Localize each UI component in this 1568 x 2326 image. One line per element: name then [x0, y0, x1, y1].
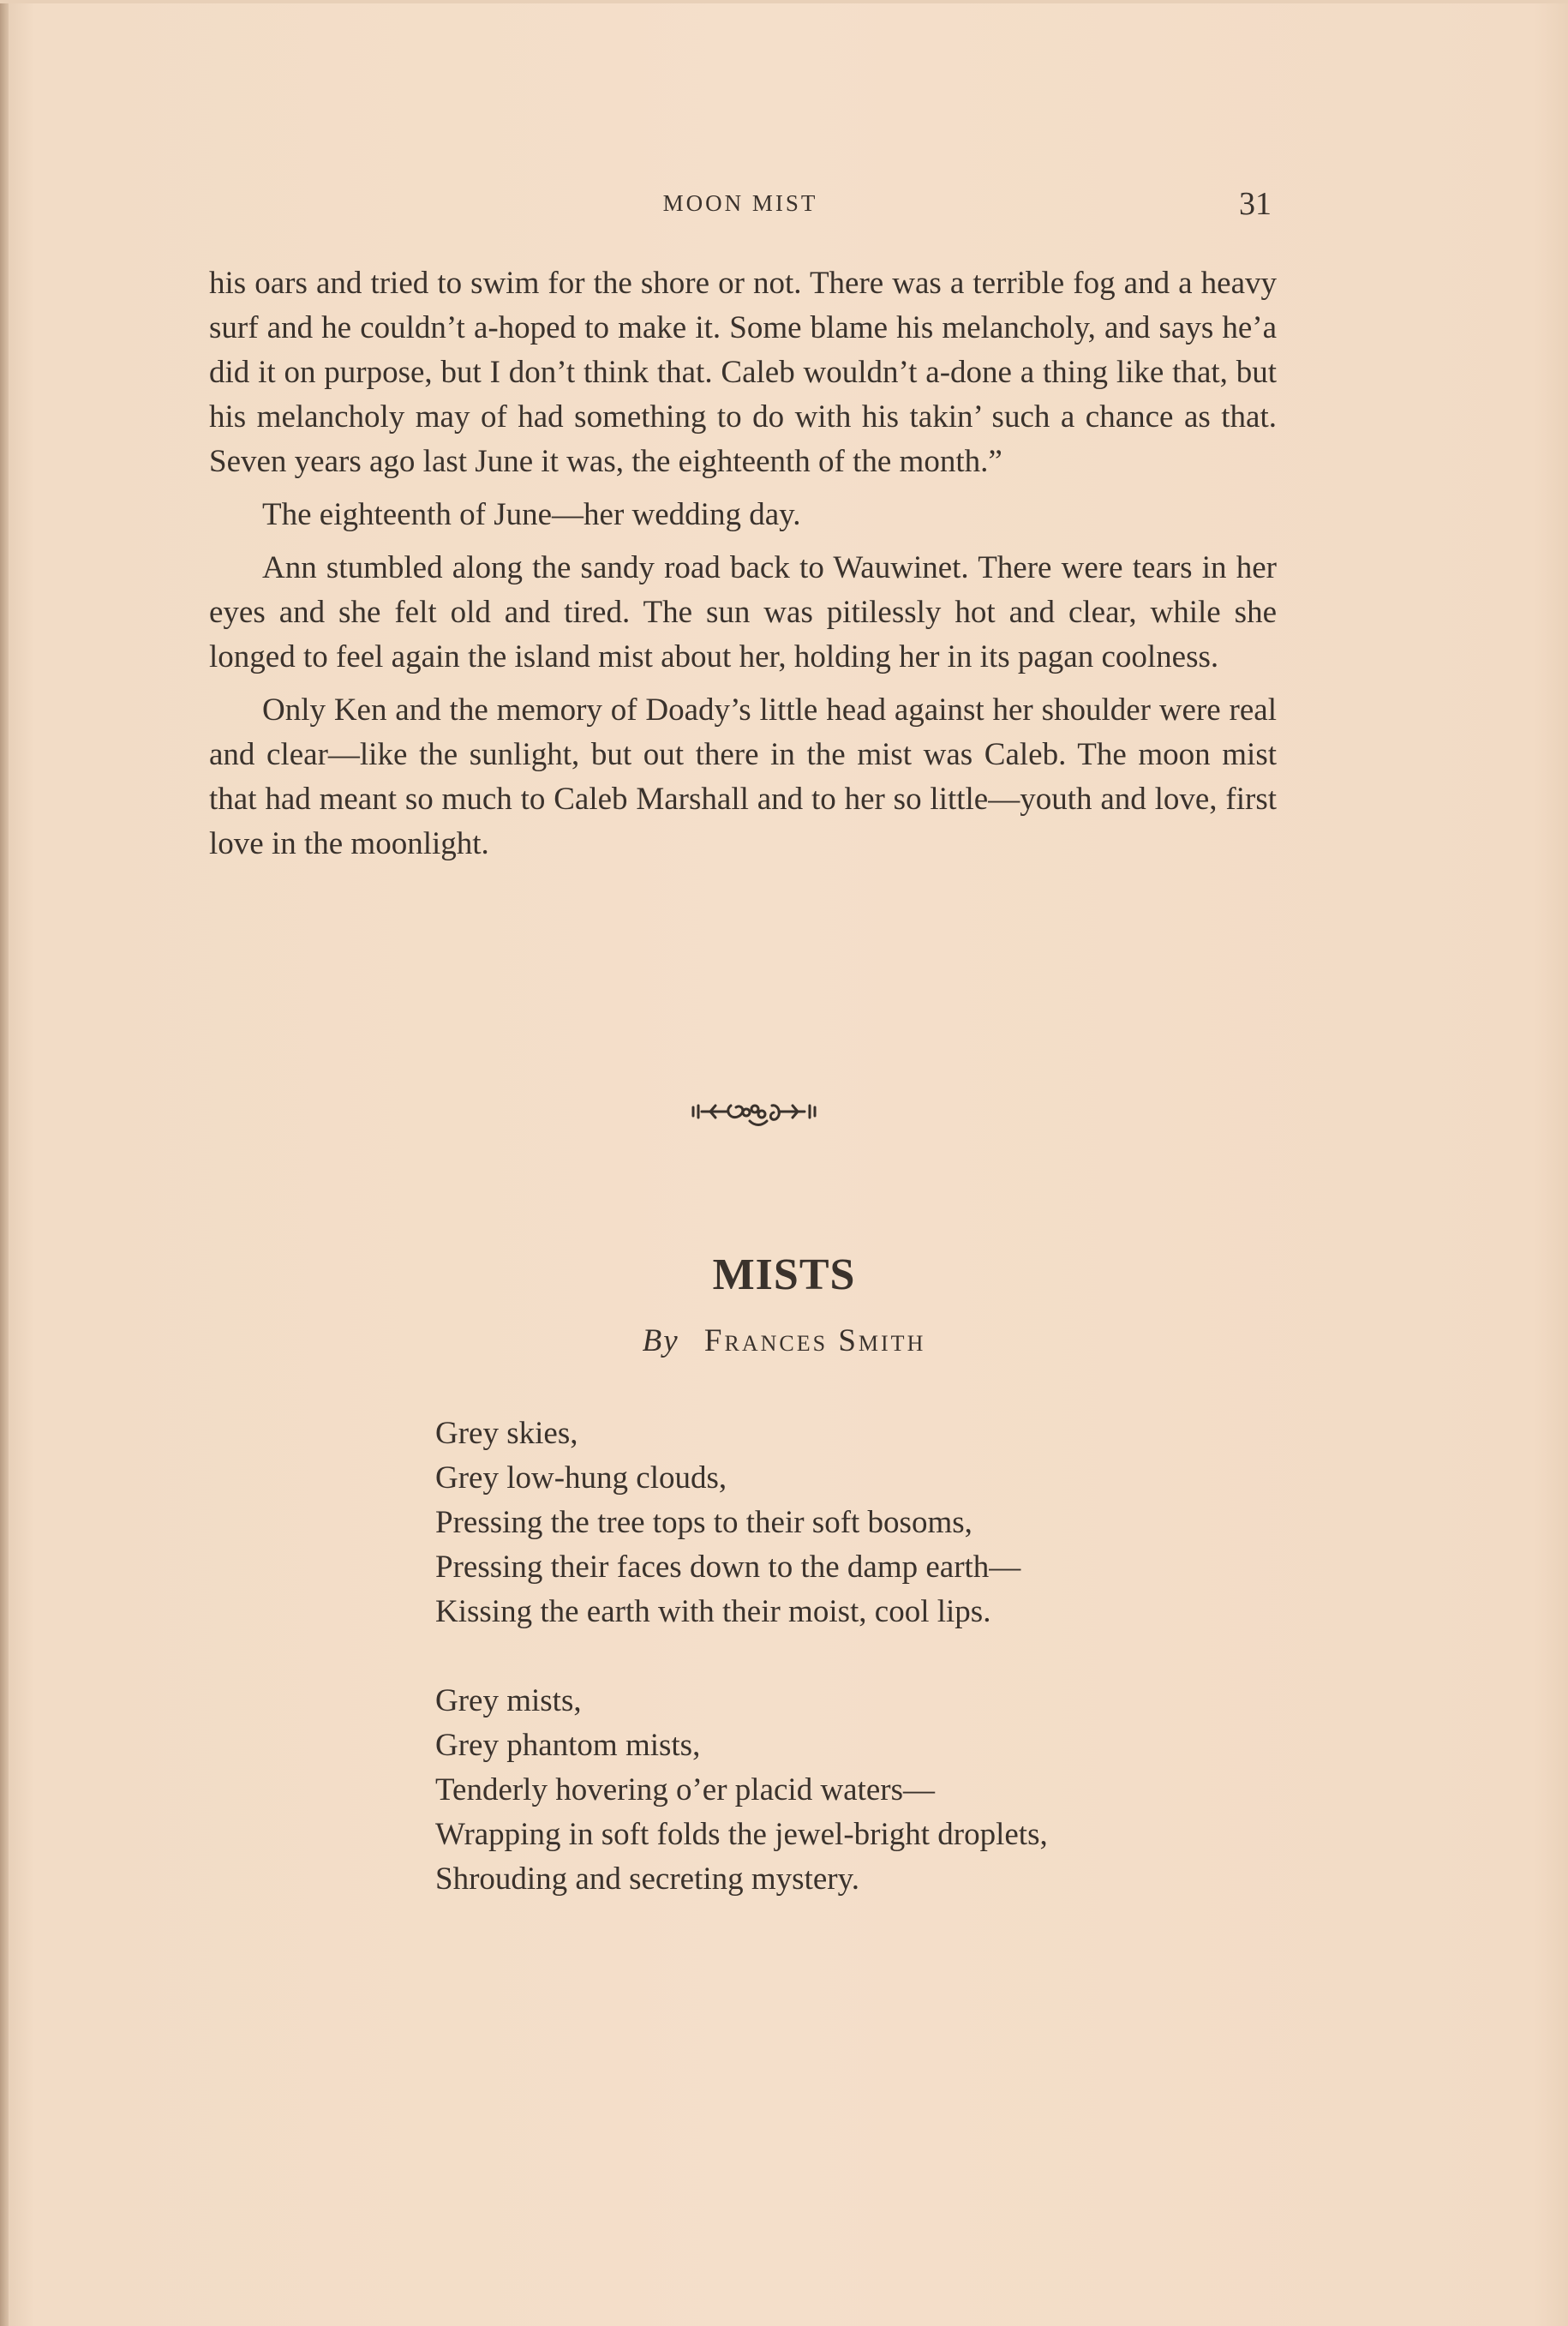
- running-head: [209, 185, 1272, 222]
- poem-line: Grey low-hung clouds,: [435, 1460, 727, 1496]
- paragraph: his oars and tried to swim for the shore or not. There was a terrible fog and a heavy surf and he couldn’t a-hoped to make it. Some blame his melancholy, and says he’a did it on purpose, but I don’t think that. Caleb wouldn’t a-done a thing like that, but his melancholy may of had something to do with his takin’ such a chance as that. Seven years ago last June it was, the eighteenth of the month.”: [209, 266, 1277, 479]
- poem-line: Shrouding and secreting mystery.: [435, 1861, 859, 1897]
- page-binding-edge: [0, 0, 9, 2326]
- poem-body: [435, 1412, 1292, 1946]
- stanza: [435, 1679, 1292, 1902]
- stanza: [435, 1412, 1292, 1634]
- poem-line: Tenderly hovering o’er placid waters—: [435, 1772, 936, 1807]
- paragraph: The eighteenth of June—her wedding day.: [262, 497, 801, 532]
- poem-line: Wrapping in soft folds the jewel-bright droplets,: [435, 1817, 1048, 1852]
- byline-by: By: [642, 1323, 679, 1358]
- poem-line: Pressing their faces down to the damp earth—: [435, 1550, 1021, 1585]
- poem-line: Grey skies,: [435, 1416, 578, 1451]
- poem-line: Kissing the earth with their moist, cool lips.: [435, 1594, 991, 1629]
- page-top-edge: [0, 0, 1568, 3]
- byline-author: Frances Smith: [703, 1323, 926, 1358]
- paragraph: Ann stumbled along the sandy road back to Wauwinet. There were tears in her eyes and she felt old and tired. The sun was pitilessly hot and clear, while she longed to feel again the island mist about her, holding her in its pagan coolness.: [209, 550, 1277, 674]
- poem-byline: [0, 1322, 1568, 1359]
- story-text: [209, 261, 1277, 875]
- poem-line: Grey phantom mists,: [435, 1728, 701, 1763]
- poem-line: Grey mists,: [435, 1683, 582, 1718]
- printer-ornament-icon: [690, 1095, 818, 1130]
- poem-title: MISTS: [712, 1250, 856, 1299]
- poem-line: Pressing the tree tops to their soft bosoms,: [435, 1505, 973, 1540]
- paragraph: Only Ken and the memory of Doady’s little head against her shoulder were real and clear—like the sunlight, but out there in the mist was Caleb. The moon mist that had meant so much to Caleb Marshall and to her so little—youth and love, first love in the moonlight.: [209, 692, 1277, 861]
- page-number: 31: [1239, 186, 1272, 222]
- running-title: MOON MIST: [662, 190, 818, 216]
